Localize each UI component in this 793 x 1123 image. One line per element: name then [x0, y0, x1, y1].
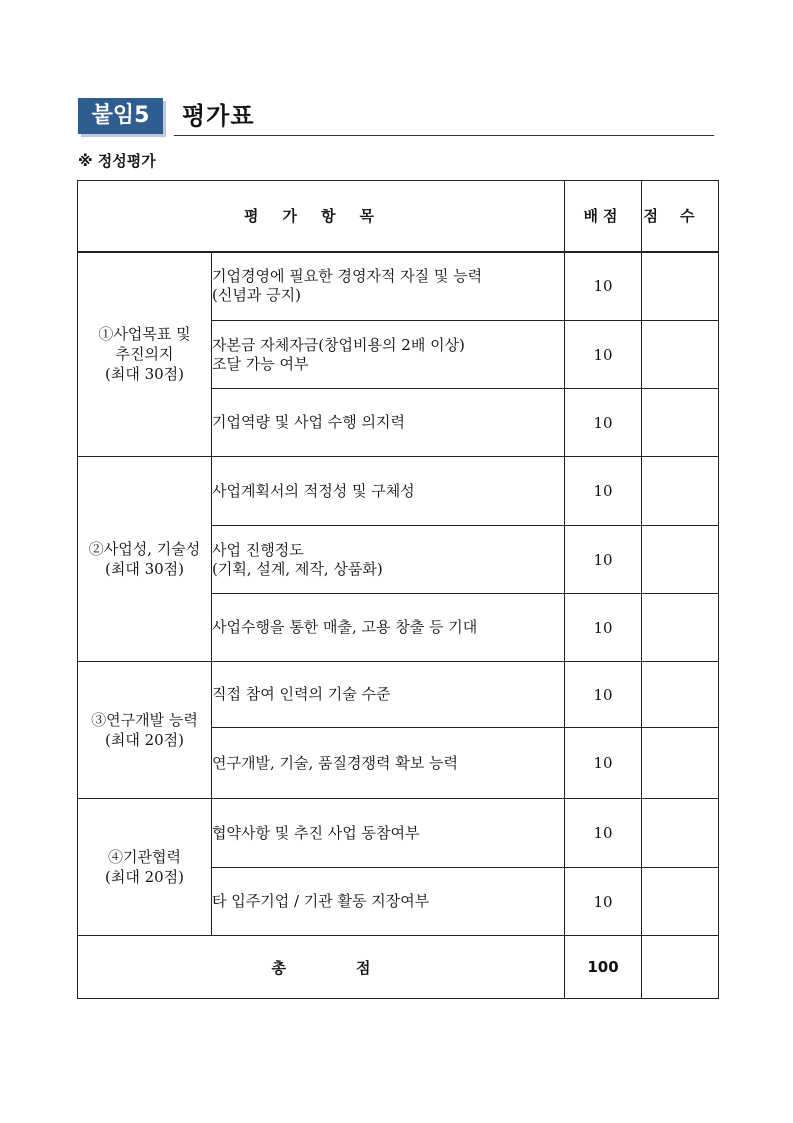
category-line: ②사업성, 기술성	[88, 540, 201, 558]
item-line: 직접 참여 인력의 기술 수준	[212, 685, 391, 703]
total-label-part: 점	[356, 958, 371, 977]
score-cell[interactable]	[642, 526, 719, 594]
category-line: ④기관협력	[108, 848, 181, 866]
item-line: 사업 진행정도	[212, 540, 304, 559]
score-cell[interactable]	[642, 662, 719, 728]
table-row	[78, 457, 719, 526]
total-label-part: 총	[271, 958, 286, 977]
category-line: (최대 30점)	[104, 560, 185, 578]
category-line: (최대 20점)	[104, 731, 185, 749]
title-underline	[174, 135, 714, 136]
header-weight: 배점	[565, 181, 642, 252]
table-row	[78, 662, 719, 728]
total-weight: 100	[565, 936, 642, 999]
category-cell	[78, 457, 212, 662]
weight-cell: 10	[565, 252, 642, 321]
item-cell	[212, 868, 565, 936]
item-line: 타 입주기업 / 기관 활동 지장여부	[212, 892, 430, 910]
weight-cell: 10	[565, 868, 642, 936]
total-score-cell[interactable]	[642, 936, 719, 999]
category-cell	[78, 662, 212, 799]
score-cell[interactable]	[642, 594, 719, 662]
score-cell[interactable]	[642, 799, 719, 868]
category-line: (최대 20점)	[104, 868, 185, 886]
item-line: 기업경영에 필요한 경영자적 자질 및 능력	[212, 267, 483, 286]
table-header-row	[78, 181, 719, 252]
item-line: 사업수행을 통한 매출, 고용 창출 등 기대	[212, 618, 478, 636]
score-cell[interactable]	[642, 728, 719, 799]
page-header	[78, 96, 714, 140]
item-cell	[212, 594, 565, 662]
appendix-badge: 붙임5	[78, 98, 163, 134]
weight-cell: 10	[565, 728, 642, 799]
item-line: 조달 가능 여부	[212, 354, 309, 373]
score-cell[interactable]	[642, 252, 719, 321]
weight-cell: 10	[565, 662, 642, 728]
table-row	[78, 799, 719, 868]
weight-cell: 10	[565, 594, 642, 662]
score-cell[interactable]	[642, 868, 719, 936]
item-cell	[212, 526, 565, 594]
evaluation-table	[77, 180, 719, 999]
category-line: ①사업목표 및	[98, 325, 191, 344]
weight-cell: 10	[565, 321, 642, 389]
total-label	[78, 936, 565, 999]
total-row	[78, 936, 719, 999]
category-line: ③연구개발 능력	[91, 711, 198, 729]
weight-cell: 10	[565, 457, 642, 526]
item-cell	[212, 252, 565, 321]
weight-cell: 10	[565, 799, 642, 868]
header-item: 평가항목	[78, 181, 565, 252]
item-line: 기업역량 및 사업 수행 의지력	[212, 413, 405, 431]
item-cell	[212, 799, 565, 868]
score-cell[interactable]	[642, 389, 719, 457]
item-cell	[212, 662, 565, 728]
category-line: 추진의지	[115, 345, 174, 364]
item-line: (기획, 설계, 제작, 상품화)	[212, 559, 383, 578]
item-line: 자본금 자체자금(창업비용의 2배 이상)	[212, 335, 465, 354]
item-line: (신념과 긍지)	[212, 286, 301, 305]
item-cell	[212, 457, 565, 526]
category-cell	[78, 799, 212, 936]
weight-cell: 10	[565, 389, 642, 457]
table-row	[78, 252, 719, 321]
weight-cell: 10	[565, 526, 642, 594]
item-cell	[212, 321, 565, 389]
score-cell[interactable]	[642, 321, 719, 389]
item-line: 연구개발, 기술, 품질경쟁력 확보 능력	[212, 753, 458, 772]
section-title: ※ 정성평가	[78, 152, 156, 170]
score-cell[interactable]	[642, 457, 719, 526]
page-title: 평가표	[182, 102, 255, 130]
header-score: 점수	[642, 181, 719, 252]
category-line: (최대 30점)	[104, 365, 185, 384]
item-line: 협약사항 및 추진 사업 동참여부	[212, 823, 420, 842]
item-cell	[212, 728, 565, 799]
item-cell	[212, 389, 565, 457]
item-line: 사업계획서의 적정성 및 구체성	[212, 481, 415, 500]
category-cell	[78, 252, 212, 457]
